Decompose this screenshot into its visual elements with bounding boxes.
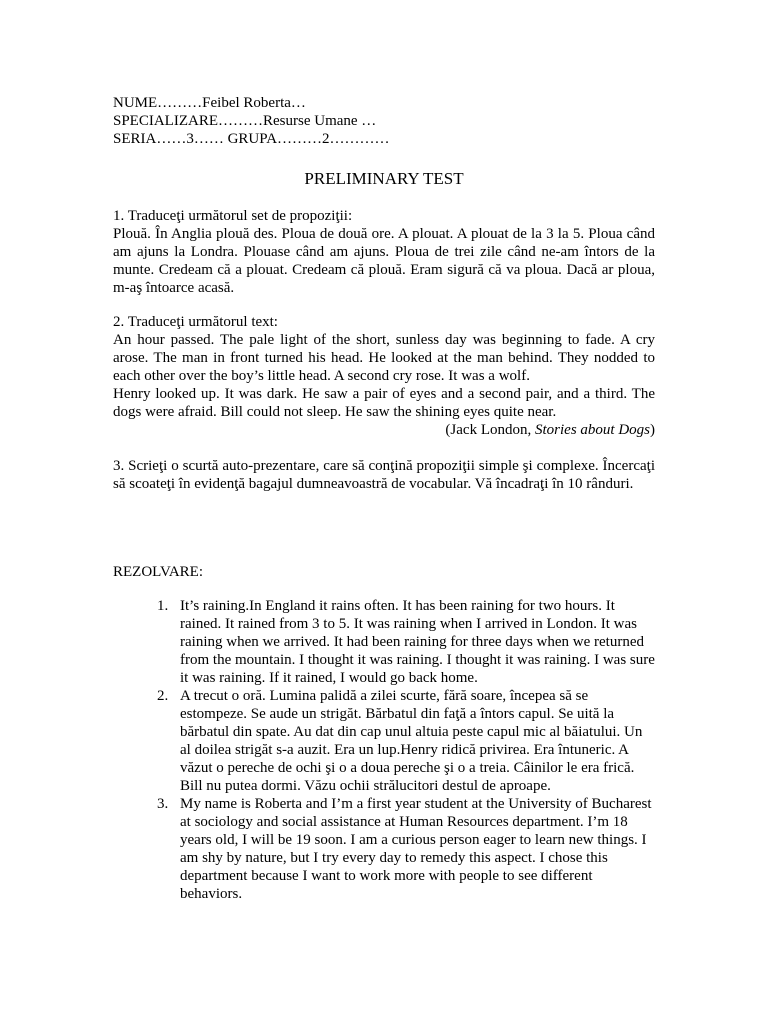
- series-group-line: SERIA……3…… GRUPA………2…………: [113, 131, 390, 147]
- specialization-line: SPECIALIZARE………Resurse Umane …: [113, 113, 377, 129]
- answer-list: [113, 597, 655, 903]
- exercise-2-paragraph-1: An hour passed. The pale light of the short, sunless day was beginning to fade. A cry arose. The man in front turned his head. He looked at the man behind. They nodded to each other over the boy’s little head. A second cry rose. It was a wolf.: [113, 332, 655, 384]
- student-header: [113, 94, 673, 148]
- exercise-2-paragraph-2: Henry looked up. It was dark. He saw a pair of eyes and a second pair, and a third. The dogs were afraid. Bill could not sleep. He saw the shining eyes quite near.: [113, 386, 655, 420]
- exercise-2-attribution: [113, 421, 655, 439]
- answer-text: My name is Roberta and I’m a first year student at the University of Bucharest at sociology and social assistance at Human Resources department. I’m 18 years old, I will be 19 soon. I am a curious person eager to learn new things. I am shy by nature, but I try every day to remedy this aspect. I chose this department because I want to work more with people to see different behaviors.: [180, 796, 652, 902]
- exercise-1-heading: 1. Traduceţi următorul set de propoziţii:: [113, 208, 353, 224]
- answer-text: A trecut o oră. Lumina palidă a zilei scurte, fără soare, începea să se estompeze. Se aude un strigăt. Bărbatul din faţă a întors capul. Se uită la bărbatul din spate. Au dat din cap unul altuia peste capul mic al băiatului. Un al doilea strigăt s-a auzit. Era un lup.Henry ridică privirea. Era întuneric. A văzut o pereche de ochi şi o a doua pereche şi o a treia. Câinilor le era frică. Bill nu putea dormi. Văzu ochii strălucitori destul de aproape.: [180, 688, 643, 794]
- exercise-2-heading: 2. Traduceţi următorul text:: [113, 314, 278, 330]
- list-item: [113, 687, 655, 795]
- attribution-author: (Jack London,: [445, 422, 535, 438]
- answer-number: 2.: [157, 688, 169, 704]
- exercise-2: [113, 313, 655, 439]
- list-item: [113, 795, 655, 903]
- list-item: [113, 597, 655, 687]
- answer-text: It’s raining.In England it rains often. It has been raining for two hours. It rained. It rained from 3 to 5. It was raining when I arrived in London. It was raining when we arrived. It had been raining for three days when we returned from the mountain. I thought it was raining. I thought it was raining. I was sure it was raining. If it rained, I would go back home.: [180, 598, 655, 686]
- answer-number: 3.: [157, 796, 169, 812]
- exercise-3-body: 3. Scrieţi o scurtă auto-prezentare, care să conţină propoziţii simple şi complexe. Încercaţi să scoateţi în evidenţă bagajul dumneavoastră de vocabular. Vă încadraţi în 10 rânduri.: [113, 458, 655, 492]
- attribution-end: ): [650, 422, 655, 438]
- attribution-title: Stories about Dogs: [534, 422, 650, 438]
- name-line: NUME………Feibel Roberta…: [113, 95, 306, 111]
- exercise-3: [113, 457, 655, 493]
- page-title: PRELIMINARY TEST: [304, 169, 464, 188]
- exercise-1: [113, 207, 655, 297]
- solution-heading: REZOLVARE:: [113, 564, 204, 580]
- exercise-1-body: Plouă. În Anglia plouă des. Ploua de două ore. A plouat. A plouat de la 3 la 5. Ploua când am ajuns la Londra. Plouase când am ajuns. Ploua de trei zile când ne-am întors de la munte. Credeam că a plouat. Credeam că plouă. Eram sigură că va ploua. Dacă ar ploua, m-aş întoarce acasă.: [113, 226, 655, 296]
- answer-number: 1.: [157, 598, 169, 614]
